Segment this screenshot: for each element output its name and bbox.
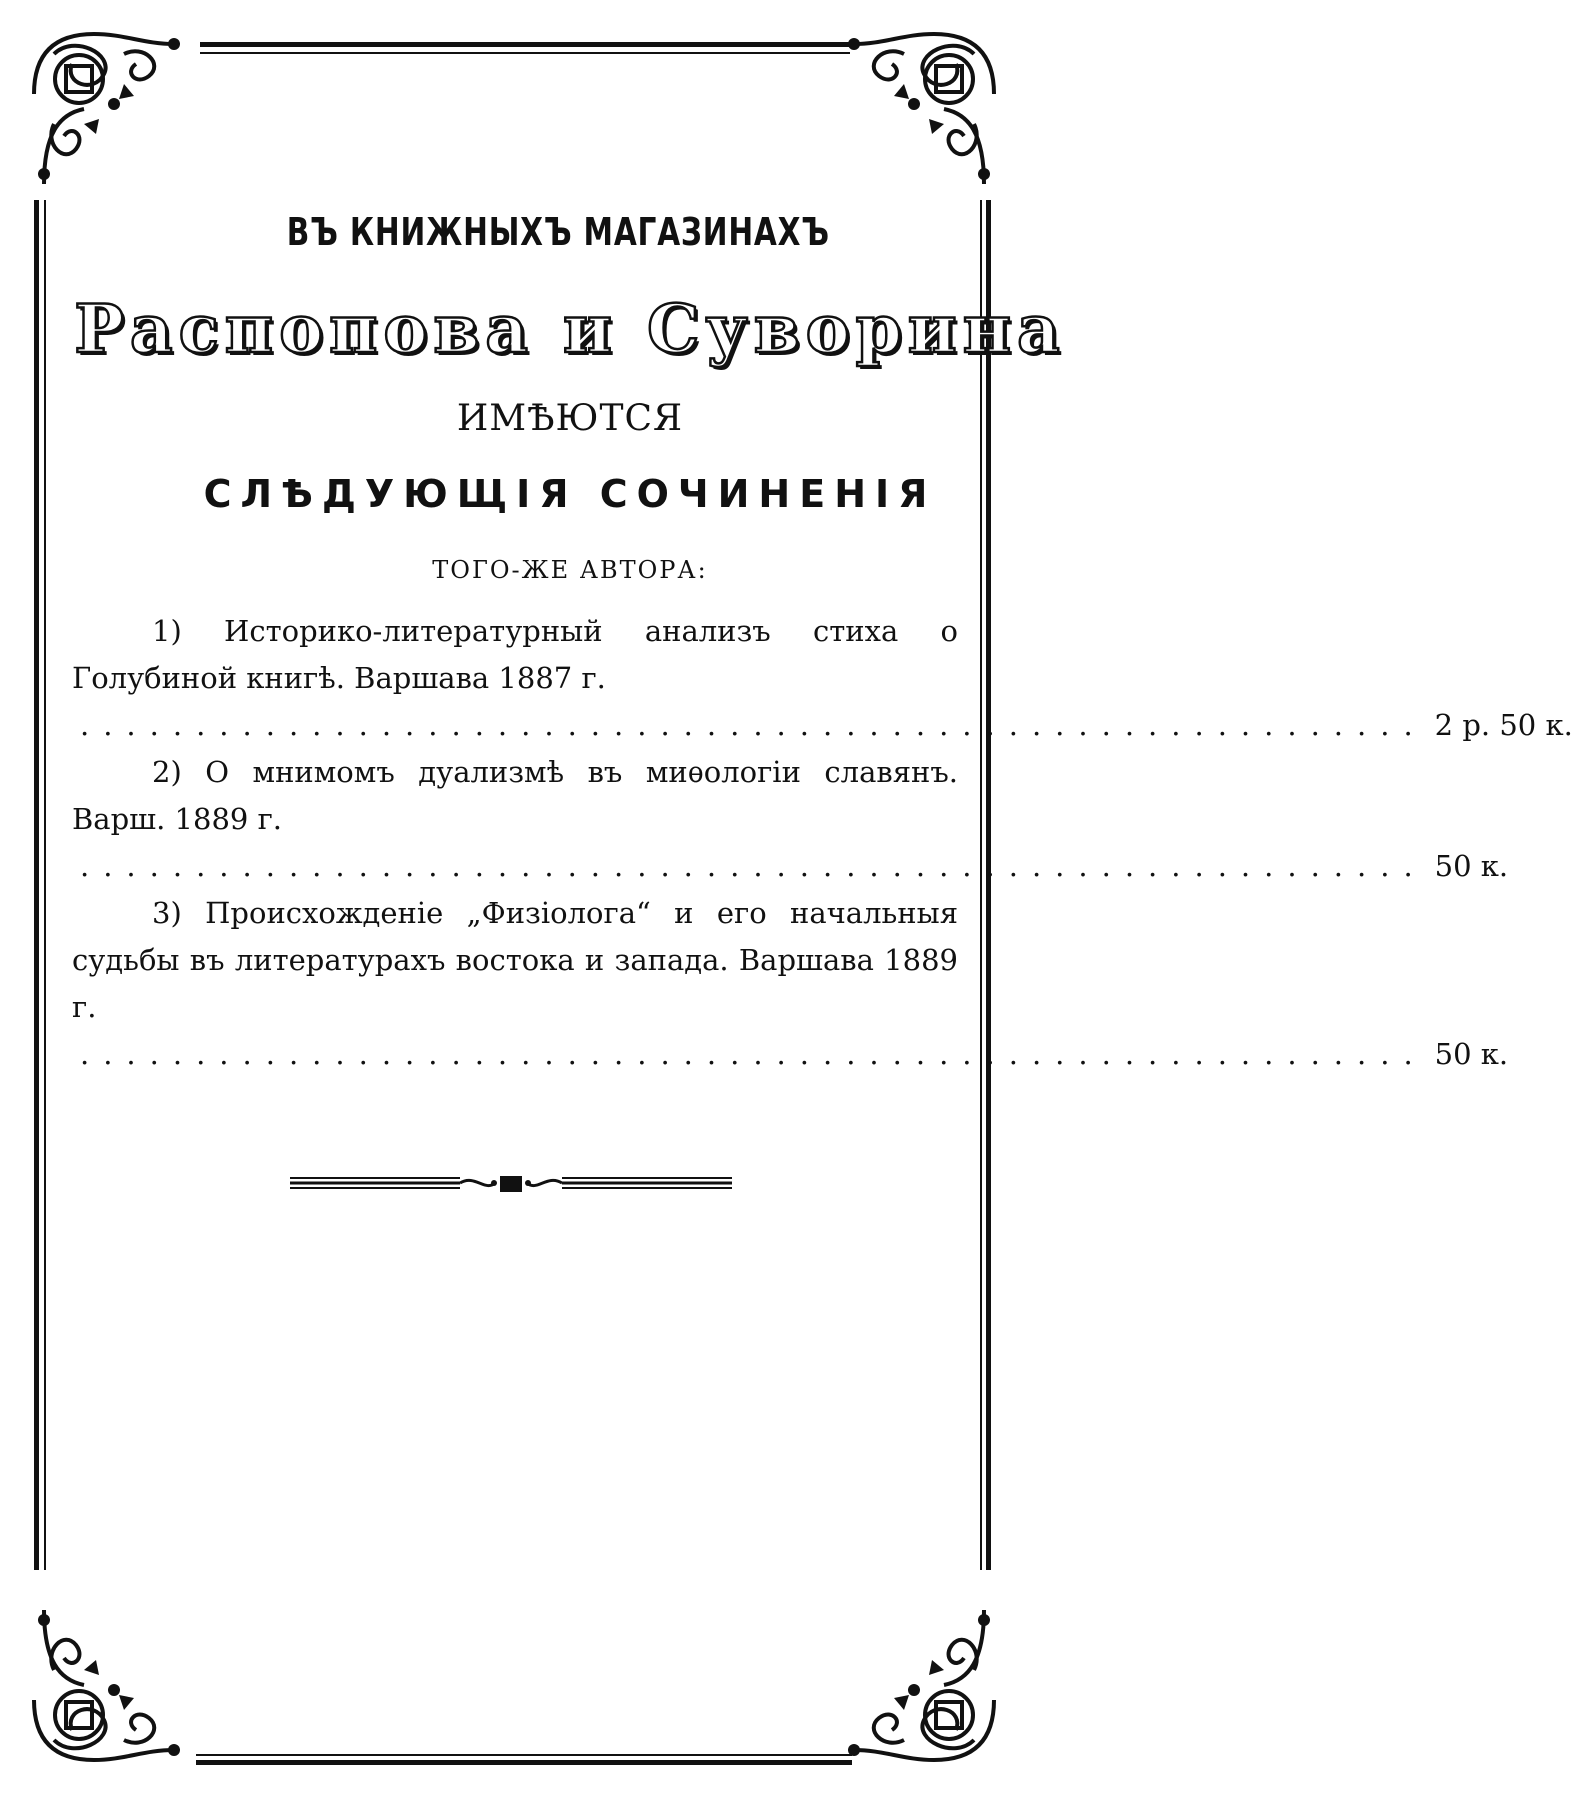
- book-item: [72, 608, 1573, 749]
- leader-dots: ..........................................................: [80, 849, 1427, 883]
- ornamental-separator: [290, 1172, 732, 1196]
- book-item: [72, 749, 1509, 890]
- item-title: Происхожденіе „Физіолога“ и его начальныя судьбы въ литературахъ востока и запада. Варшава 1889 г.: [72, 896, 959, 1024]
- item-number: 1): [152, 614, 182, 648]
- corner-ornament-bottom-left: [24, 1600, 194, 1770]
- same-author-line: ТОГО-ЖЕ АВТОРА:: [432, 556, 708, 584]
- corner-ornament-top-left: [24, 24, 194, 194]
- item-price: 50 к.: [1434, 1037, 1509, 1071]
- shops-heading: ВЪ КНИЖНЫХЪ МАГАЗИНАХЪ: [286, 210, 830, 254]
- leader-dots: ..........................................................: [80, 1037, 1427, 1071]
- price-row: [72, 1031, 1509, 1078]
- border-line-top-thin: [200, 52, 850, 54]
- border-line-bottom-thin: [196, 1754, 852, 1756]
- item-title: О мнимомъ дуализмѣ въ миѳологіи славянъ. Варш. 1889 г.: [72, 755, 958, 836]
- leader-dots: ..........................................................: [80, 708, 1427, 742]
- corner-ornament-top-right: [834, 24, 1004, 194]
- works-heading: СЛѢДУЮЩІЯ СОЧИНЕНІЯ: [203, 472, 937, 516]
- border-line-top: [200, 42, 850, 47]
- border-line-bottom: [196, 1760, 852, 1765]
- corner-ornament-bottom-right: [834, 1600, 1004, 1770]
- book-list: [72, 608, 1573, 1078]
- book-item: [72, 890, 1509, 1078]
- item-price: 50 к.: [1434, 849, 1509, 883]
- item-title: Историко-литературный анализъ стиха о Голубиной книгѣ. Варшава 1887 г.: [72, 614, 958, 695]
- item-number: 3): [152, 896, 182, 930]
- price-row: [72, 702, 1573, 749]
- price-row: [72, 843, 1509, 890]
- item-number: 2): [152, 755, 182, 789]
- available-line: ИМѢЮТСЯ: [456, 398, 684, 439]
- item-price: 2 р. 50 к.: [1434, 708, 1573, 742]
- booksellers-title: Распопова и Суворина: [74, 290, 1066, 368]
